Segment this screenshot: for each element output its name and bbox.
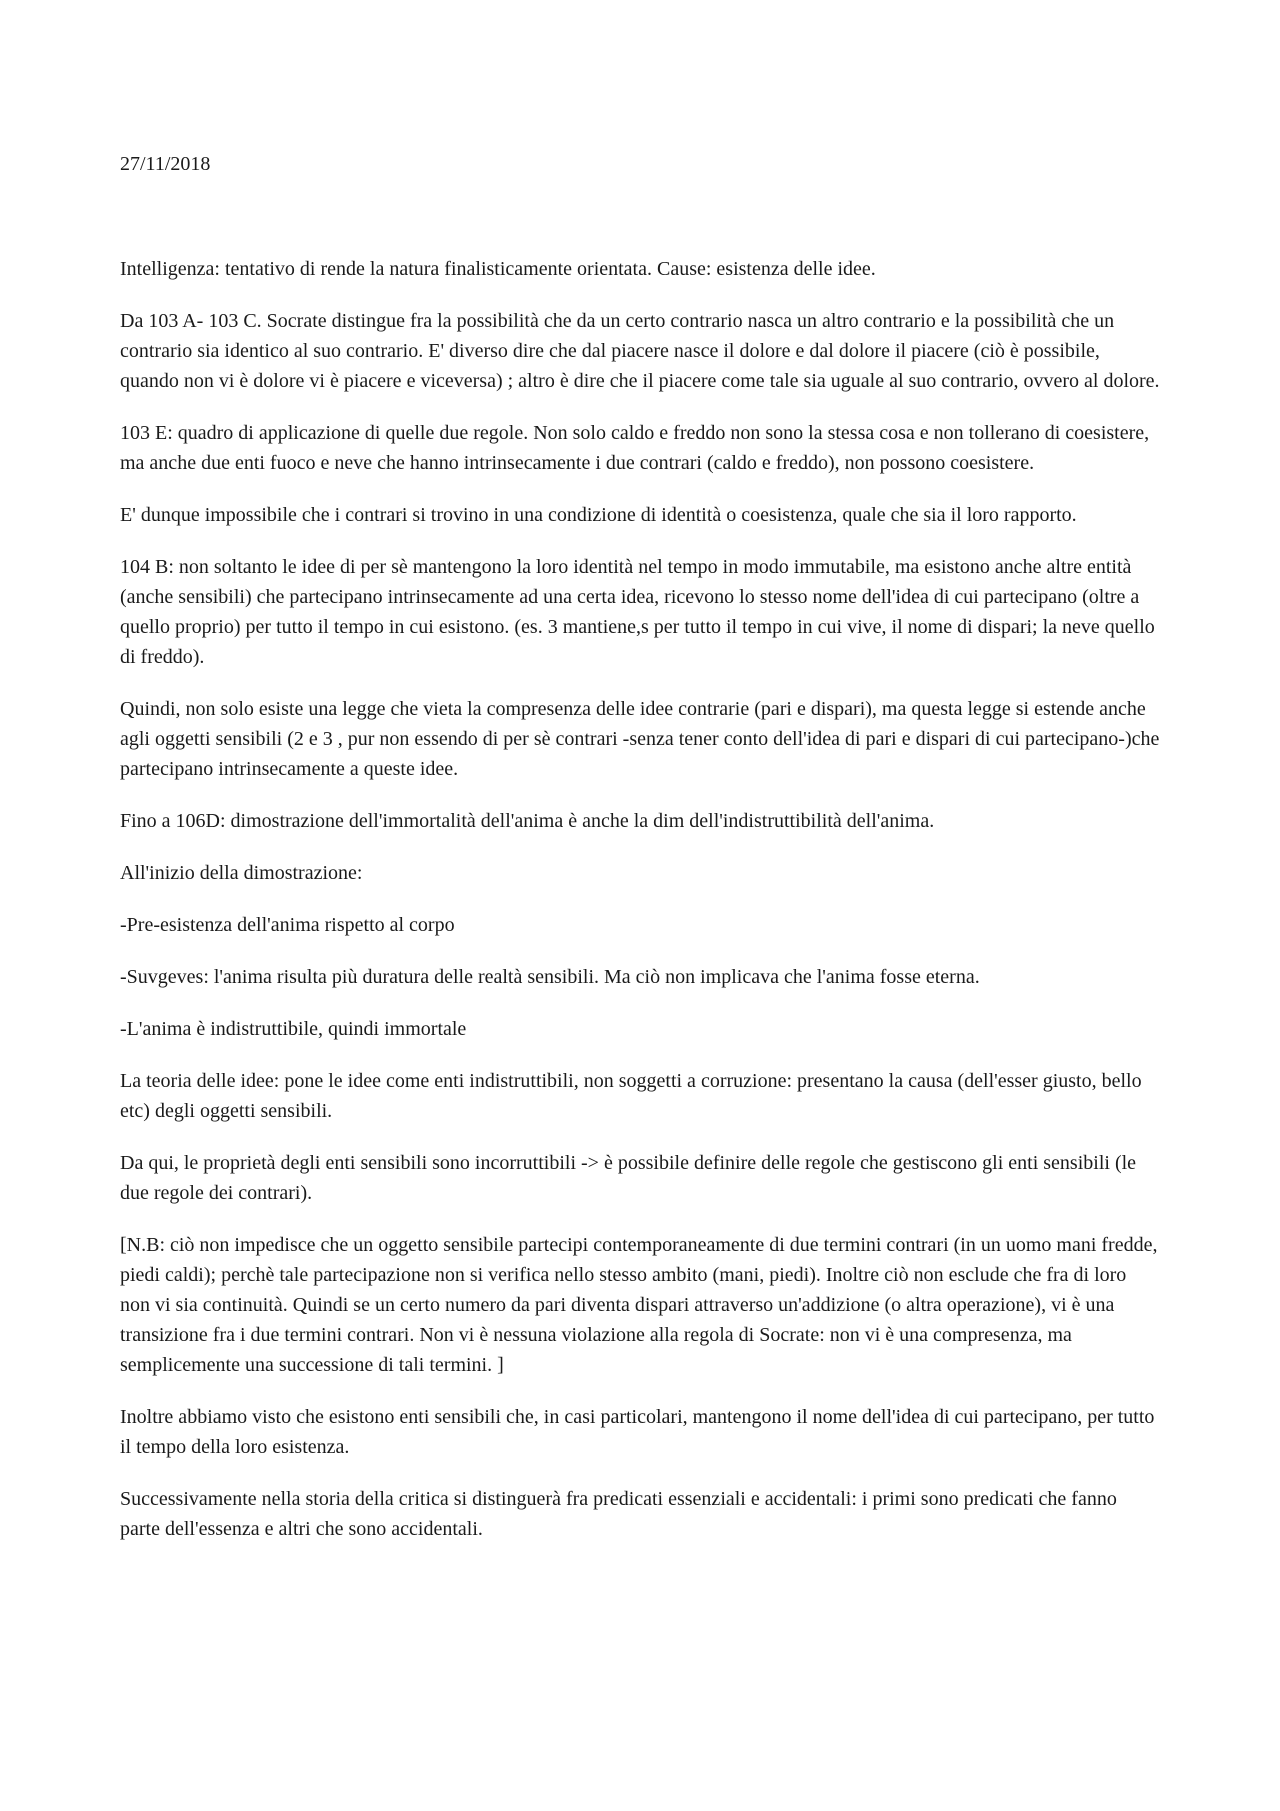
paragraph: Successivamente nella storia della critica si distinguerà fra predicati essenziali e accidentali: i primi sono predicati che fanno parte dell'essenza e altri che sono accidentali. [120, 1488, 1117, 1540]
paragraph: Intelligenza: tentativo di rende la natura finalisticamente orientata. Cause: esistenza delle idee. [120, 258, 876, 280]
list-item: -Suvgeves: l'anima risulta più duratura delle realtà sensibili. Ma ciò non implicava che l'anima fosse eterna. [120, 966, 980, 988]
paragraph: La teoria delle idee: pone le idee come enti indistruttibili, non soggetti a corruzione: presentano la causa (dell'esser giusto, bello etc) degli oggetti sensibili. [120, 1070, 1142, 1122]
document-body [120, 254, 1160, 1566]
paragraph: Da 103 A- 103 C. Socrate distingue fra la possibilità che da un certo contrario nasca un altro contrario e la possibilità che un contrario sia identico al suo contrario. E' diverso dire che dal piacere nasce il dolore e dal dolore il piacere (ciò è possibile, quando non vi è dolore vi è piacere e viceversa) ; altro è dire che il piacere come tale sia uguale al suo contrario, ovvero al dolore. [120, 310, 1160, 392]
paragraph: E' dunque impossibile che i contrari si trovino in una condizione di identità o coesistenza, quale che sia il loro rapporto. [120, 504, 1077, 526]
document-date: 27/11/2018 [120, 153, 211, 175]
note-paragraph: [N.B: ciò non impedisce che un oggetto sensibile partecipi contemporaneamente di due termini contrari (in un uomo mani fredde, piedi caldi); perchè tale partecipazione non si verifica nello stesso ambito (mani, piedi). Inoltre ciò non esclude che fra di loro non vi sia continuità. Quindi se un certo numero da pari diventa dispari attraverso un'addizione (o altra operazione), vi è una transizione fra i due termini contrari. Non vi è nessuna violazione alla regola di Socrate: non vi è una compresenza, ma semplicemente una successione di tali termini. ] [120, 1234, 1158, 1376]
paragraph: Inoltre abbiamo visto che esistono enti sensibili che, in casi particolari, mantengono il nome dell'idea di cui partecipano, per tutto il tempo della loro esistenza. [120, 1406, 1155, 1458]
list-item: -Pre-esistenza dell'anima rispetto al corpo [120, 914, 455, 936]
paragraph: Da qui, le proprietà degli enti sensibili sono incorruttibili -> è possibile definire delle regole che gestiscono gli enti sensibili (le due regole dei contrari). [120, 1152, 1137, 1204]
paragraph: All'inizio della dimostrazione: [120, 862, 363, 884]
paragraph: Quindi, non solo esiste una legge che vieta la compresenza delle idee contrarie (pari e dispari), ma questa legge si estende anche agli oggetti sensibili (2 e 3 , pur non essendo di per sè contrari -senza tener conto dell'idea di pari e dispari di cui partecipano-)che partecipano intrinsecamente a queste idee. [120, 698, 1160, 780]
paragraph: 103 E: quadro di applicazione di quelle due regole. Non solo caldo e freddo non sono la stessa cosa e non tollerano di coesistere, ma anche due enti fuoco e neve che hanno intrinsecamente i due contrari (caldo e freddo), non possono coesistere. [120, 422, 1150, 474]
paragraph: Fino a 106D: dimostrazione dell'immortalità dell'anima è anche la dim dell'indistruttibilità dell'anima. [120, 810, 935, 832]
paragraph: 104 B: non soltanto le idee di per sè mantengono la loro identità nel tempo in modo immutabile, ma esistono anche altre entità (anche sensibili) che partecipano intrinsecamente ad una certa idea, ricevono lo stesso nome dell'idea di cui partecipano (oltre a quello proprio) per tutto il tempo in cui esistono. (es. 3 mantiene,s per tutto il tempo in cui vive, il nome di dispari; la neve quello di freddo). [120, 556, 1155, 668]
list-item: -L'anima è indistruttibile, quindi immortale [120, 1018, 467, 1040]
